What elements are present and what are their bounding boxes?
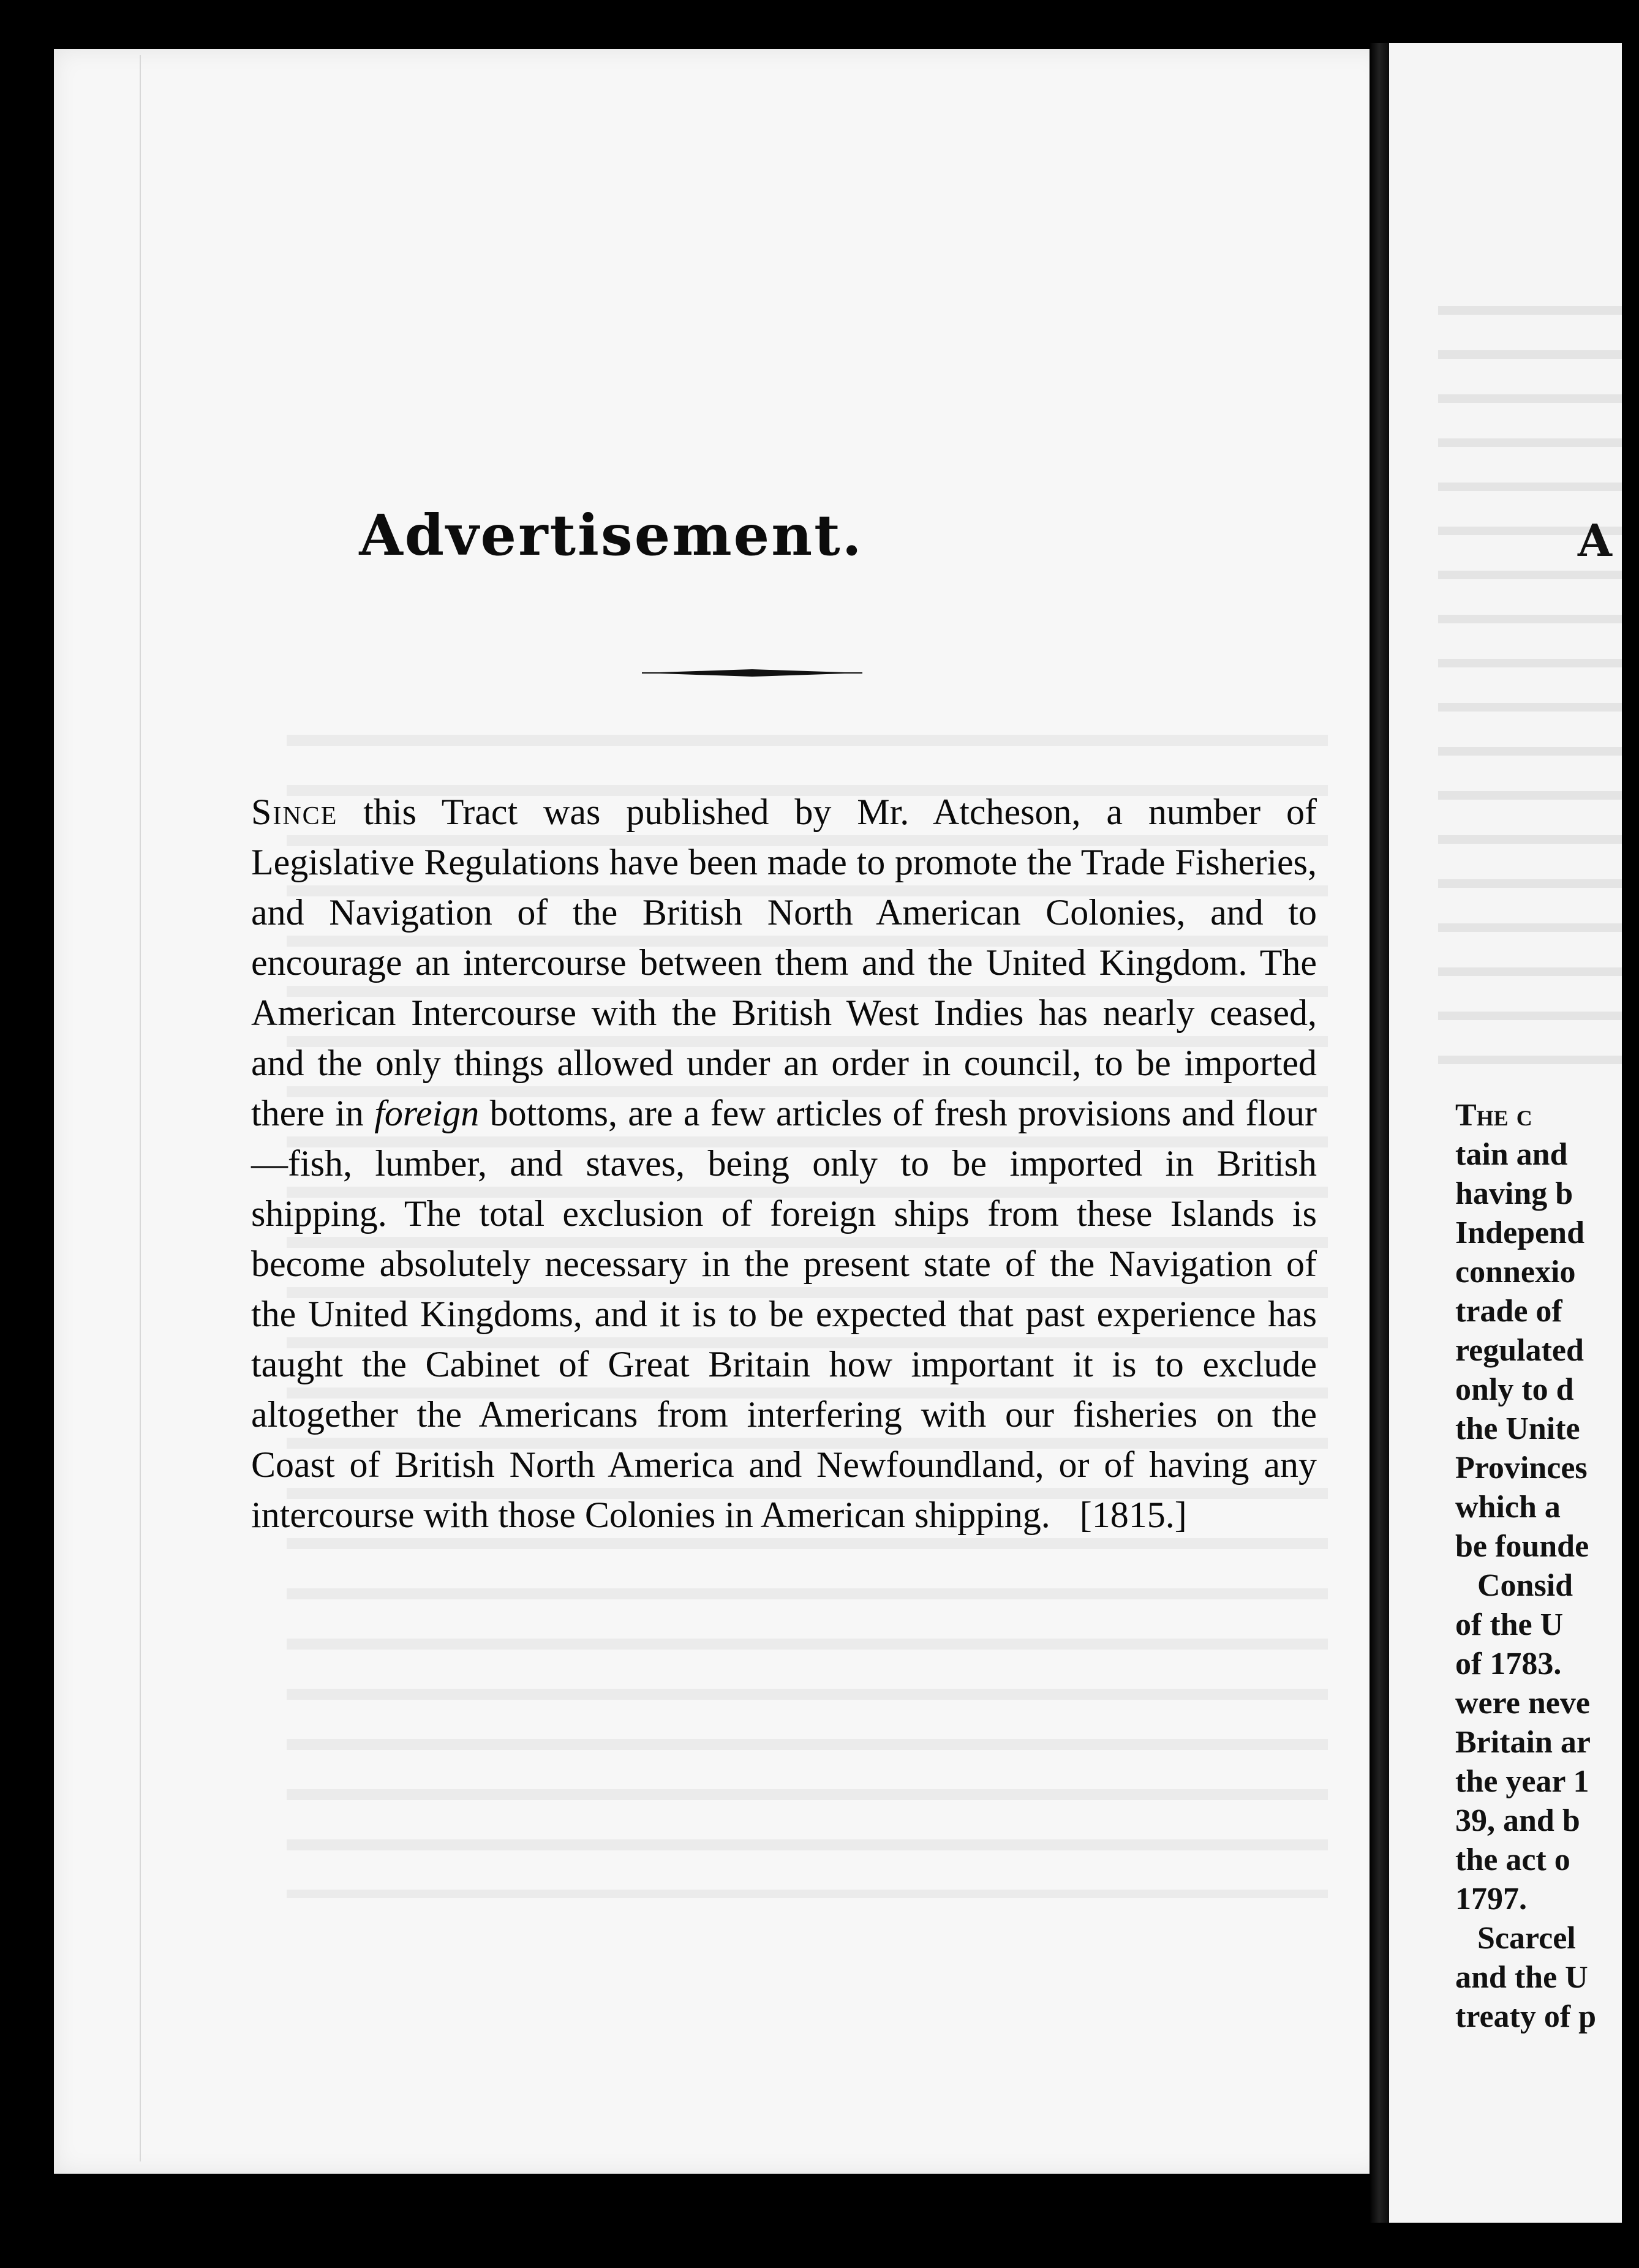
text-line: only to d xyxy=(1455,1372,1574,1407)
ornamental-rule xyxy=(642,666,862,680)
text-line: the year 1 xyxy=(1455,1764,1589,1799)
text-line: tain and xyxy=(1455,1137,1568,1172)
text-line: connexio xyxy=(1455,1255,1576,1290)
advertisement-paragraph xyxy=(251,787,1317,1540)
text-line: having b xyxy=(1455,1176,1573,1211)
paragraph-text-part-1: this Tract was published by Mr. Atcheson, a number of Legislative Regulations have been made to promote the Trade Fisheries, and Navigation of the British North American Colonies, and to encourage an intercourse between them and the United Kingdom. The American Intercourse with the British West Indies has nearly ceased, and the only things allowed under an order in council, to be imported there in xyxy=(251,792,1317,1133)
text-line: treaty of p xyxy=(1455,1999,1597,2034)
advertisement-heading: Advertisement. xyxy=(359,502,864,568)
show-through-texture xyxy=(1438,306,1622,1065)
text-line: be founde xyxy=(1455,1529,1589,1564)
text-line: The c xyxy=(1455,1098,1532,1133)
text-line: of the U xyxy=(1455,1607,1564,1642)
text-line: the act o xyxy=(1455,1842,1570,1877)
paragraph-text-part-2: bottoms, are a few articles of fresh provisions and flour—fish, lumber, and staves, being only to be imported in British shipping. The total exclusion of foreign ships from these Islands is become absolutely necessary in the present state of the Navigation of the United Kingdoms, and it is to be expected that past experience has taught the Cabinet of Great Britain how important it is to exclude altogether the Americans from interfering with our fisheries on the Coast of British North America and Newfoundland, or of having any intercourse with those Colonies in American shipping. xyxy=(251,1093,1317,1535)
italic-word: foreign xyxy=(374,1093,480,1133)
date-tag: [1815.] xyxy=(1079,1495,1187,1535)
text-line: Provinces xyxy=(1455,1451,1588,1485)
right-page-fragment xyxy=(1389,43,1622,2223)
page-edge-line xyxy=(140,55,141,2161)
text-line: which a xyxy=(1455,1490,1561,1525)
text-line: Scarcel xyxy=(1477,1921,1576,1956)
right-page-text xyxy=(1455,1096,1639,2037)
text-line: the Unite xyxy=(1455,1411,1580,1446)
text-line: were neve xyxy=(1455,1686,1590,1721)
text-line: trade of xyxy=(1455,1294,1562,1329)
text-line: 39, and b xyxy=(1455,1803,1580,1838)
text-line: Consid xyxy=(1477,1568,1573,1603)
text-line: Independ xyxy=(1455,1215,1584,1250)
text-line: Britain ar xyxy=(1455,1725,1591,1760)
right-page-heading-letter: A xyxy=(1578,514,1612,566)
text-line: of 1783. xyxy=(1455,1647,1562,1681)
text-line: and the U xyxy=(1455,1960,1588,1995)
left-page xyxy=(54,49,1387,2174)
drop-word: Since xyxy=(251,792,338,832)
text-line: regulated xyxy=(1455,1333,1584,1368)
text-line: 1797. xyxy=(1455,1882,1527,1917)
